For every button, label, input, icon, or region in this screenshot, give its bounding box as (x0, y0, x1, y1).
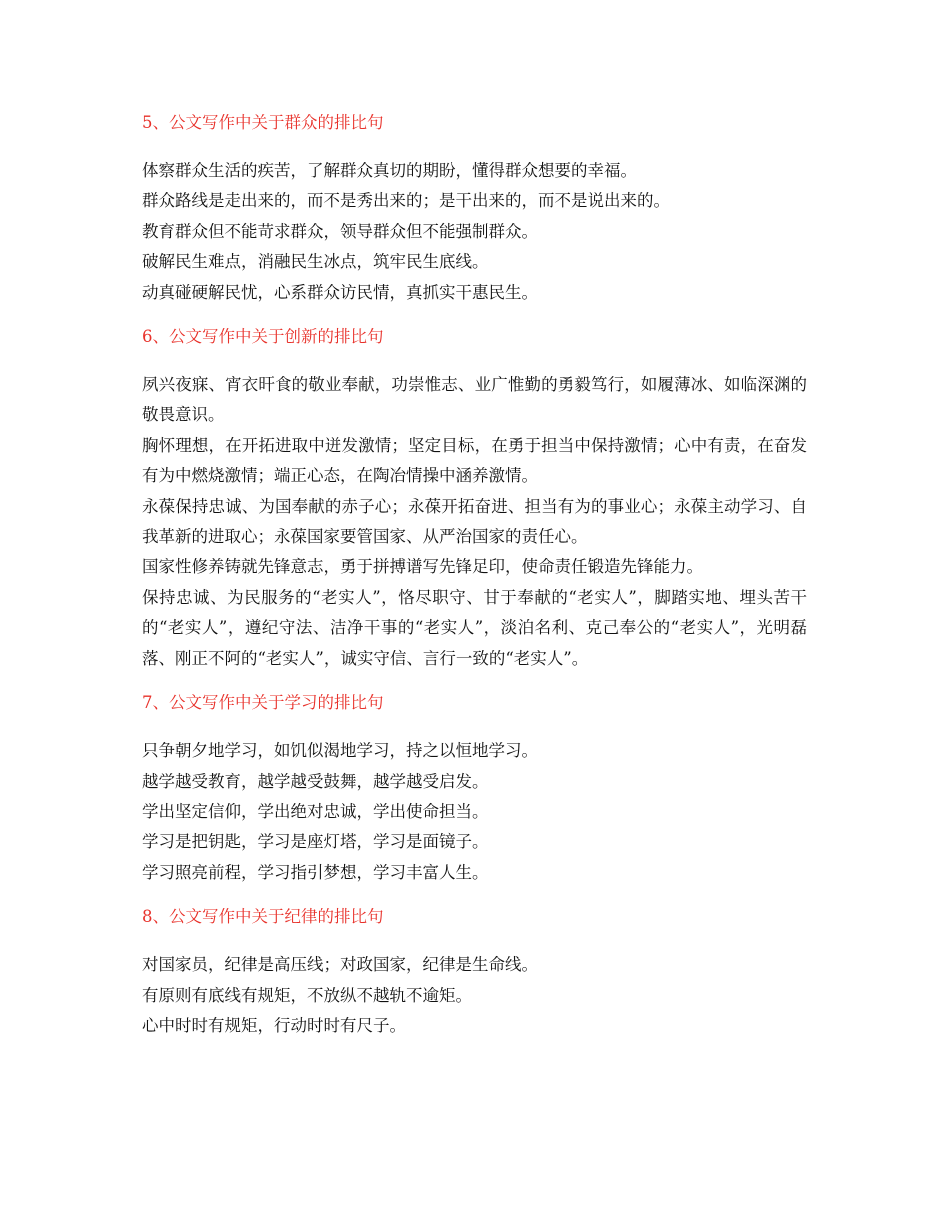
paragraph: 永葆保持忠诚、为国奉献的赤子心；永葆开拓奋进、担当有为的事业心；永葆主动学习、自我革新的进取心；永葆国家要管国家、从严治国家的责任心。 (142, 496, 807, 547)
paragraph: 学习是把钥匙，学习是座灯塔，学习是面镜子。 (142, 832, 489, 852)
paragraph: 教育群众但不能苛求群众，领导群众但不能强制群众。 (142, 221, 538, 241)
paragraph: 有原则有底线有规矩，不放纵不越轨不逾矩。 (142, 985, 472, 1005)
paragraph: 体察群众生活的疾苦，了解群众真切的期盼，懂得群众想要的幸福。 (142, 161, 637, 180)
section-discipline (142, 902, 807, 1041)
paragraph: 越学越受教育，越学越受鼓舞，越学越受启发。 (142, 771, 489, 791)
section-heading: 8、公文写作中关于纪律的排比句 (142, 907, 384, 927)
section-heading: 6、公文写作中关于创新的排比句 (142, 327, 384, 347)
paragraph: 心中时时有规矩，行动时时有尺子。 (142, 1015, 406, 1035)
paragraph: 胸怀理想，在开拓进取中迸发激情；坚定目标，在勇于担当中保持激情；心中有责，在奋发有为中燃烧激情；端正心态，在陶冶情操中涵养激情。 (142, 435, 807, 486)
paragraph: 夙兴夜寐、宵衣旰食的敬业奉献，功崇惟志、业广惟勤的勇毅笃行，如履薄冰、如临深渊的敬畏意识。 (142, 375, 807, 425)
paragraph: 破解民生难点，消融民生冰点，筑牢民生底线。 (142, 252, 489, 272)
document-page (142, 108, 807, 1041)
paragraph: 群众路线是走出来的，而不是秀出来的；是干出来的，而不是说出来的。 (142, 191, 670, 211)
paragraph: 学习照亮前程，学习指引梦想，学习丰富人生。 (142, 862, 489, 882)
section-innovation (142, 322, 807, 674)
paragraph: 对国家员，纪律是高压线；对政国家，纪律是生命线。 (142, 955, 538, 975)
section-heading: 5、公文写作中关于群众的排比句 (142, 113, 384, 132)
paragraph: 保持忠诚、为民服务的“老实人”，恪尽职守、甘于奉献的“老实人”，脚踏实地、埋头苦干的“老实人”，遵纪守法、洁净干事的“老实人”，淡泊名利、克己奉公的“老实人”，光明磊落、刚正不阿的“老实人”，诚实守信、言行一致的“老实人”。 (142, 587, 807, 668)
section-heading: 7、公文写作中关于学习的排比句 (142, 693, 384, 713)
paragraph: 国家性修养铸就先锋意志，勇于拼搏谱写先锋足印，使命责任锻造先锋能力。 (142, 557, 703, 577)
section-masses (142, 108, 807, 308)
paragraph: 学出坚定信仰，学出绝对忠诚，学出使命担当。 (142, 801, 489, 821)
paragraph: 只争朝夕地学习，如饥似渴地学习，持之以恒地学习。 (142, 741, 538, 761)
paragraph: 动真碰硬解民忧，心系群众访民情，真抓实干惠民生。 (142, 282, 538, 302)
section-learning (142, 688, 807, 888)
